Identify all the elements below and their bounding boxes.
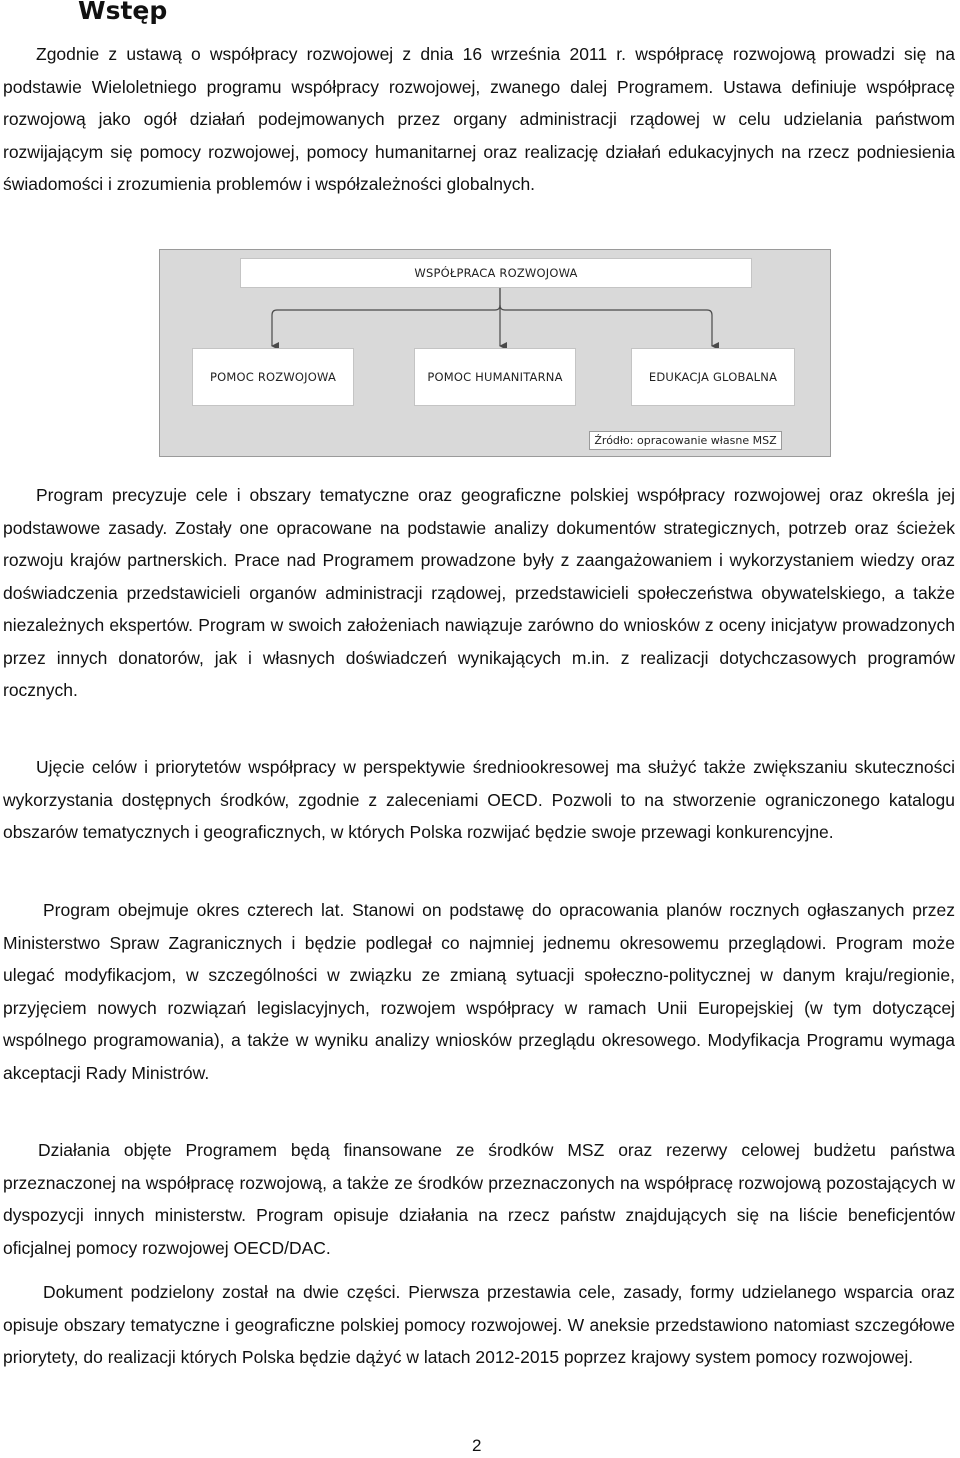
diagram-node-pomoc-rozwojowa: POMOC ROZWOJOWA <box>192 348 354 406</box>
paragraph-program-scope: Program precyzuje cele i obszary tematyczne oraz geograficzne polskiej współpracy rozwojowej oraz określa jej podstawowe zasady. Zostały one opracowane na podstawie analizy dokumentów strategicznych, potrzeb oraz ścieżek rozwoju krajów partnerskich. Prace nad Programem prowadzone były z zaangażowaniem i wykorzystaniem wiedzy oraz doświadczenia przedstawicieli organów administracji rządowej, przedstawicieli społeczeństwa obywatelskiego, a także niezależnych ekspertów. Program w swoich założeniach nawiązuje zarówno do wniosków z oceny inicjatyw prowadzonych przez innych donatorów, jak i własnych doświadczeń wynikających m.in. z realizacji dotychczasowych programów rocznych. <box>3 485 955 700</box>
paragraph-duration: Program obejmuje okres czterech lat. Stanowi on podstawę do opracowania planów rocznych ogłaszanych przez Ministerstwo Spraw Zagranicznych i będzie podlegał co najmniej jednemu okresowemu przeglądowi. Program może ulegać modyfikacjom, w szczególności w związku ze zmianą sytuacji społeczno-politycznej w danym kraju/regionie, przyjęciem nowych rozwiązań legislacyjnych, rozwojem współpracy w ramach Unii Europejskiej (w tym dotyczącej wspólnego programowania), a także w wyniku analizy wniosków przeglądu okresowego. Modyfikacja Programu wymaga akceptacji Rady Ministrów. <box>3 900 955 1083</box>
paragraph-financing: Działania objęte Programem będą finansowane ze środków MSZ oraz rezerwy celowej budżetu państwa przeznaczonej na współpracę rozwojową, a także ze środków przeznaczonych na współpracę rozwojową pozostających w dyspozycji innych ministerstw. Program opisuje działania na rzecz państw znajdujących się na liście beneficjentów oficjalnej pomocy rozwojowej OECD/DAC. <box>3 1140 955 1258</box>
diagram-source-note: Źródło: opracowanie własne MSZ <box>589 431 782 450</box>
paragraph-intro: Zgodnie z ustawą o współpracy rozwojowej z dnia 16 września 2011 r. współpracę rozwojową prowadzi się na podstawie Wieloletniego programu współpracy rozwojowej, zwanego dalej Programem. Ustawa definiuje współpracę rozwojową jako ogół działań podejmowanych przez organy administracji rządowej w celu udzielania państwom rozwijającym się pomocy rozwojowej, pomocy humanitarnej oraz realizację działań edukacyjnych na rzecz podniesienia świadomości i zrozumienia problemów i współzależności globalnych. <box>3 44 955 194</box>
diagram-node-pomoc-humanitarna: POMOC HUMANITARNA <box>414 348 576 406</box>
paragraph-structure: Dokument podzielony został na dwie części. Pierwsza przestawia cele, zasady, formy udzielanego wsparcia oraz opisuje obszary tematyczne i geograficzne polskiej pomocy rozwojowej. W aneksie przedstawiono natomiast szczegółowe priorytety, do realizacji których Polska będzie dążyć w latach 2012-2015 poprzez krajowy system pomocy rozwojowej. <box>3 1282 955 1367</box>
section-heading: Wstęp <box>78 0 168 25</box>
page-number: 2 <box>472 1436 482 1455</box>
diagram-node-edukacja-globalna: EDUKACJA GLOBALNA <box>631 348 795 406</box>
arrow-to-pomoc-rozwojowa <box>272 288 500 346</box>
diagram-top-node: WSPÓŁPRACA ROZWOJOWA <box>240 258 752 288</box>
paragraph-priorities: Ujęcie celów i priorytetów współpracy w perspektywie średniookresowej ma służyć także zwiększaniu skuteczności wykorzystania dostępnych środków, zgodnie z zaleceniami OECD. Pozwoli to na stworzenie ograniczonego katalogu obszarów tematycznych i geograficznych, w których Polska rozwijać będzie swoje przewagi konkurencyjne. <box>3 757 955 842</box>
arrow-to-edukacja-globalna <box>500 305 712 346</box>
cooperation-diagram <box>159 249 831 457</box>
